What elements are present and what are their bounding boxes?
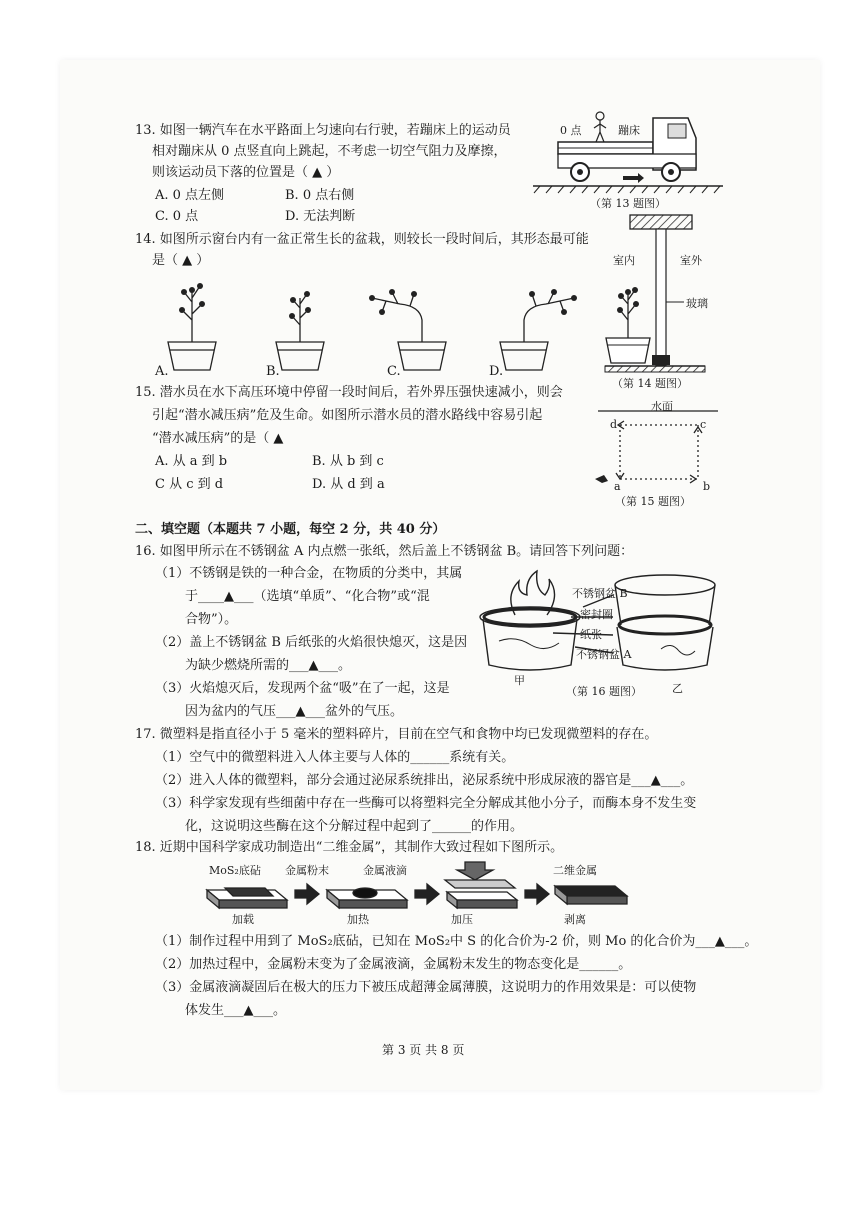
q14-label-outdoor: 室外 bbox=[680, 254, 702, 267]
q13-label-bed: 蹦床 bbox=[618, 124, 640, 137]
q16-line3: 合物”）。 bbox=[185, 612, 238, 627]
q14-label-indoor: 室内 bbox=[613, 254, 635, 267]
q18-label-mos2: MoS₂底砧 bbox=[209, 864, 261, 877]
q13-option-b: B. 0 点右侧 bbox=[285, 188, 355, 203]
q13-stem-line3: 则该运动员下落的位置是（ ▲ ） bbox=[152, 165, 340, 180]
q15-label-a: a bbox=[614, 480, 621, 493]
q15-label-b: b bbox=[703, 480, 711, 493]
q16-line4: （2）盖上不锈钢盆 B 后纸张的火焰很快熄灭，这是因 bbox=[155, 635, 468, 650]
q16-label-bowl-a: 不锈钢盆 A bbox=[576, 648, 632, 661]
q18-label-step3: 加压 bbox=[451, 913, 473, 926]
q15-stem-line3: “潜水减压病”的是（ ▲ bbox=[152, 431, 284, 446]
q13-option-a: A. 0 点左侧 bbox=[155, 188, 225, 203]
q18-label-step2: 加热 bbox=[347, 913, 369, 926]
q17-line3: （3）科学家发现有些细菌中存在一些酶可以将塑料完全分解成其他小分子，而酶本身不发生变 bbox=[155, 796, 697, 811]
q16-caption: （第 16 题图） bbox=[566, 685, 642, 698]
q18-label-metal2d: 二维金属 bbox=[553, 864, 597, 877]
q15-option-a: A. 从 a 到 b bbox=[155, 454, 228, 469]
q15-stem-line2: 引起“潜水减压病”危及生命。如图所示潜水员的潜水路线中容易引起 bbox=[152, 408, 543, 423]
q16-line5: 为缺少燃烧所需的___▲___。 bbox=[185, 658, 351, 673]
page-number: 第 3 页 共 8 页 bbox=[382, 1043, 465, 1057]
q16-stem: 16. 如图甲所示在不锈钢盆 A 内点燃一张纸，然后盖上不锈钢盆 B。请回答下列问题： bbox=[135, 544, 634, 559]
q15-label-surface: 水面 bbox=[651, 400, 673, 413]
q18-label-step1: 加载 bbox=[232, 913, 254, 926]
q16-label-seal: 密封圈 bbox=[580, 608, 613, 621]
q17-stem: 17. 微塑料是指直径小于 5 毫米的塑料碎片，目前在空气和食物中均已发现微塑料的存在。 bbox=[135, 727, 658, 742]
q14-label-glass: 玻璃 bbox=[686, 297, 708, 310]
q18-label-droplet: 金属液滴 bbox=[363, 864, 407, 877]
q14-caption: （第 14 题图） bbox=[612, 377, 688, 390]
q16-label-paper: 纸张 bbox=[580, 628, 602, 641]
q13-caption: （第 13 题图） bbox=[590, 197, 666, 210]
q13-stem-line1: 13. 如图一辆汽车在水平路面上匀速向右行驶，若蹦床上的运动员 bbox=[135, 123, 511, 138]
q13-stem-line2: 相对蹦床从 0 点竖直向上跳起，不考虑一切空气阻力及摩擦， bbox=[152, 144, 507, 159]
q14-option-d: D. bbox=[489, 364, 504, 379]
q14-options-figure bbox=[160, 270, 600, 375]
q17-line1: （1）空气中的微塑料进入人体主要与人体的______系统有关。 bbox=[155, 750, 515, 765]
q16-line7: 因为盆内的气压___▲___盆外的气压。 bbox=[185, 704, 403, 719]
q18-stem: 18. 近期中国科学家成功制造出“二维金属”，其制作大致过程如下图所示。 bbox=[135, 840, 564, 855]
q17-line2: （2）进入人体的微塑料，部分会通过泌尿系统排出，泌尿系统中形成尿液的器官是___▲___。 bbox=[155, 773, 694, 788]
q15-option-c: C 从 c 到 d bbox=[155, 477, 224, 492]
q15-stem-line1: 15. 潜水员在水下高压环境中停留一段时间后，若外界压强快速减小，则会 bbox=[135, 385, 563, 400]
q16-label-jia: 甲 bbox=[514, 674, 525, 687]
q14-stem-line1: 14. 如图所示窗台内有一盆正常生长的盆栽，则较长一段时间后，其形态最可能 bbox=[135, 232, 589, 247]
q17-line4: 化，这说明这些酶在这个分解过程中起到了______的作用。 bbox=[185, 819, 524, 834]
q16-label-yi: 乙 bbox=[672, 682, 683, 695]
q13-truck-figure bbox=[528, 100, 728, 200]
q14-option-b: B. bbox=[266, 364, 280, 379]
q18-line1: （1）制作过程中用到了 MoS₂底砧，已知在 MoS₂中 S 的化合价为-2 价，则 Mo 的化合价为___▲___。 bbox=[155, 934, 758, 949]
q13-label-point: 0 点 bbox=[560, 124, 582, 137]
q15-option-b: B. 从 b 到 c bbox=[312, 454, 384, 469]
q15-caption: （第 15 题图） bbox=[615, 495, 691, 508]
q16-line2: 于____▲___（选填“单质”、“化合物”或“混 bbox=[185, 589, 430, 604]
q18-label-powder: 金属粉末 bbox=[285, 864, 329, 877]
q18-line3: （3）金属液滴凝固后在极大的压力下被压成超薄金属薄膜，这说明力的作用效果是：可以使物 bbox=[155, 980, 697, 995]
q15-label-d: d bbox=[610, 418, 618, 431]
q18-line2: （2）加热过程中，金属粉末变为了金属液滴，金属粉末发生的物态变化是______。 bbox=[155, 957, 632, 972]
q16-line6: （3）火焰熄灭后，发现两个盆“吸”在了一起，这是 bbox=[155, 681, 450, 696]
q15-label-c: c bbox=[700, 418, 707, 431]
q16-bowls-figure bbox=[475, 565, 725, 680]
q14-stem-line2: 是（ ▲ ） bbox=[152, 253, 210, 268]
q18-line4: 体发生___▲___。 bbox=[185, 1003, 286, 1018]
q18-label-step4: 剥离 bbox=[564, 913, 586, 926]
q13-option-c: C. 0 点 bbox=[155, 209, 199, 224]
section-title: 二、填空题（本题共 7 小题，每空 2 分，共 40 分） bbox=[135, 522, 446, 537]
q14-option-c: C. bbox=[387, 364, 401, 379]
q15-option-d: D. 从 d 到 a bbox=[312, 477, 385, 492]
q16-line1: （1）不锈钢是铁的一种合金，在物质的分类中，其属 bbox=[155, 566, 463, 581]
q16-label-bowl-b: 不锈钢盆 B bbox=[572, 587, 628, 600]
q14-option-a: A. bbox=[155, 364, 169, 379]
q13-option-d: D. 无法判断 bbox=[285, 209, 356, 224]
